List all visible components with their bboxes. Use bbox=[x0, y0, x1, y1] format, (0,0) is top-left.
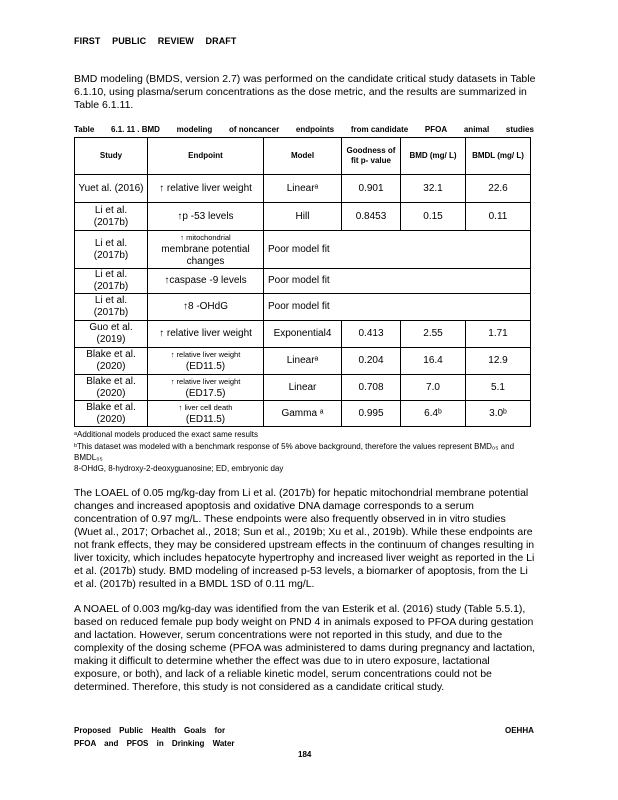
model-cell: Poor model fit bbox=[264, 294, 531, 321]
bmd-cell: 2.55 bbox=[401, 321, 466, 348]
caption-word: PFOA bbox=[424, 125, 448, 134]
study-cell: Guo et al. (2019) bbox=[75, 321, 148, 348]
page-number: 184 bbox=[298, 750, 312, 759]
table-row bbox=[75, 203, 531, 231]
bmdl-cell: 22.6 bbox=[466, 175, 531, 203]
caption-word: 6.1. 11 . BMD bbox=[111, 125, 160, 134]
model-cell: Linearᵃ bbox=[264, 348, 342, 375]
gof-cell: 0.204 bbox=[342, 348, 401, 375]
caption-word: from candidate bbox=[350, 125, 409, 134]
study-cell: Blake et al. (2020) bbox=[75, 401, 148, 427]
col-header-gof: Goodness of fit p- value bbox=[342, 138, 401, 175]
footer-title-line-2: PFOA and PFOS in Drinking Water bbox=[74, 739, 235, 748]
col-header-study: Study bbox=[75, 138, 148, 175]
bmdl-cell: 3.0ᵇ bbox=[466, 401, 531, 427]
bmd-cell: 0.15 bbox=[401, 203, 466, 231]
study-cell: Blake et al. (2020) bbox=[75, 375, 148, 401]
model-cell: Gamma ᵃ bbox=[264, 401, 342, 427]
endpoint-cell: ↑ relative liver weight bbox=[148, 321, 264, 348]
table-row bbox=[75, 348, 531, 375]
noael-paragraph: A NOAEL of 0.003 mg/kg-day was identified from the van Esterik et al. (2016) study (Table 5.5.1), based on reduced female pup body weight on PND 4 in animals exposed to PFOA during gestation and lactation. However, serum concentrations were not reported in this study, and due to the complexity of the dosing scheme (PFOA was administered to dams during pregnancy and lactation, making it difficult to determine whether the effect was due to in utero exposure, lactational exposure, or both), and lack of a reliable kinetic model, serum concentrations could not be determined. Therefore, this study is not considered as a candidate critical study. bbox=[74, 603, 536, 693]
bmd-results-table bbox=[74, 137, 531, 427]
table-caption bbox=[74, 125, 534, 134]
bmd-cell: 6.4ᵇ bbox=[401, 401, 466, 427]
endpoint-text: ↑ relative liver weight bbox=[170, 376, 241, 386]
endpoint-prefix: ↑ mitochondrial bbox=[180, 232, 231, 242]
endpoint-cell: ↑ relative liver weight bbox=[148, 175, 264, 203]
bmdl-cell: 0.11 bbox=[466, 203, 531, 231]
study-cell: Li et al. (2017b) bbox=[75, 294, 148, 321]
model-cell: Poor model fit bbox=[264, 269, 531, 294]
bmdl-cell: 1.71 bbox=[466, 321, 531, 348]
table-row bbox=[75, 375, 531, 401]
gof-cell: 0.901 bbox=[342, 175, 401, 203]
footnote-abbreviations: 8-OHdG, 8-hydroxy-2-deoxyguanosine; ED, embryonic day bbox=[74, 464, 284, 473]
col-header-endpoint: Endpoint bbox=[148, 138, 264, 175]
col-header-bmd: BMD (mg/ L) bbox=[401, 138, 466, 175]
endpoint-day: (ED17.5) bbox=[185, 387, 226, 399]
model-cell: Exponential4 bbox=[264, 321, 342, 348]
gof-cell: 0.995 bbox=[342, 401, 401, 427]
bmd-cell: 7.0 bbox=[401, 375, 466, 401]
page-header: FIRST PUBLIC REVIEW DRAFT bbox=[74, 36, 237, 46]
endpoint-text: membrane potential changes bbox=[161, 243, 250, 267]
model-cell: Linearᵃ bbox=[264, 175, 342, 203]
caption-word: endpoints bbox=[295, 125, 335, 134]
loael-paragraph: The LOAEL of 0.05 mg/kg-day from Li et al. (2017b) for hepatic mitochondrial membrane potential changes and increased apoptosis and oxidative DNA damage corresponds to a serum concentration of 0.97 mg/L. These endpoints were also frequently observed in in vitro studies (Wuet al., 2017; Orbachet al., 2018; Sun et al., 2019b; Xu et al., 2019b). While these endpoints are not frank effects, they may be considered upstream effects in the continuum of changes resulting in liver toxicity, which includes hepatocyte hypertrophy and increased liver weight as reported in the Li et al. (2017b) study. BMD modeling of increased p-53 levels, a biomarker of apoptosis, from the Li et al. (2017b) resulted in a BMDL 1SD of 0.11 mg/L. bbox=[74, 487, 535, 590]
footnote-b: ᵇThis dataset was modeled with a benchmark response of 5% above background, therefore the values represent BMD₀₅ and BMDL₀₅ bbox=[74, 442, 515, 462]
bmd-cell: 16.4 bbox=[401, 348, 466, 375]
study-cell: Li et al. (2017b) bbox=[75, 231, 148, 269]
bmdl-cell: 12.9 bbox=[466, 348, 531, 375]
gof-cell: 0.413 bbox=[342, 321, 401, 348]
endpoint-day: (ED11.5) bbox=[185, 361, 226, 372]
table-row bbox=[75, 401, 531, 427]
caption-word: of noncancer bbox=[228, 125, 280, 134]
caption-word: Table bbox=[74, 125, 95, 134]
col-header-model: Model bbox=[264, 138, 342, 175]
study-cell: Blake et al. (2020) bbox=[75, 348, 148, 375]
endpoint-cell bbox=[148, 375, 264, 401]
caption-word: modeling bbox=[176, 125, 213, 134]
caption-word: studies bbox=[505, 125, 534, 134]
bmd-cell: 32.1 bbox=[401, 175, 466, 203]
endpoint-text: ↑ liver cell death bbox=[178, 402, 233, 412]
table-row bbox=[75, 269, 531, 294]
gof-cell: 0.708 bbox=[342, 375, 401, 401]
footer-title-line-1: Proposed Public Health Goals for bbox=[74, 726, 226, 735]
endpoint-cell: ↑p -53 levels bbox=[148, 203, 264, 231]
gof-cell: 0.8453 bbox=[342, 203, 401, 231]
endpoint-cell: ↑caspase -9 levels bbox=[148, 269, 264, 294]
table-row bbox=[75, 231, 531, 269]
model-cell: Hill bbox=[264, 203, 342, 231]
endpoint-cell bbox=[148, 348, 264, 375]
bmdl-cell: 5.1 bbox=[466, 375, 531, 401]
study-cell: Li et al. (2017b) bbox=[75, 203, 148, 231]
intro-paragraph: BMD modeling (BMDS, version 2.7) was performed on the candidate critical study datasets in Table 6.1.10, using plasma/serum concentrations as the dose metric, and the results are summarized in Table 6.1.11. bbox=[74, 73, 536, 111]
endpoint-day: (ED11.5) bbox=[185, 413, 226, 425]
caption-word: animal bbox=[463, 125, 490, 134]
study-cell: Li et al. (2017b) bbox=[75, 269, 148, 294]
endpoint-cell bbox=[148, 401, 264, 427]
endpoint-cell: ↑8 -OHdG bbox=[148, 294, 264, 321]
footnote-a: ᵃAdditional models produced the exact same results bbox=[74, 430, 258, 439]
model-cell: Linear bbox=[264, 375, 342, 401]
table-row bbox=[75, 175, 531, 203]
endpoint-cell bbox=[148, 231, 264, 269]
footer-left bbox=[74, 724, 235, 750]
table-row bbox=[75, 321, 531, 348]
model-cell: Poor model fit bbox=[264, 231, 531, 269]
col-header-bmdl: BMDL (mg/ L) bbox=[466, 138, 531, 175]
footer-agency: OEHHA bbox=[505, 726, 534, 735]
table-row bbox=[75, 294, 531, 321]
study-cell: Yuet al. (2016) bbox=[75, 175, 148, 203]
table-header-row bbox=[75, 138, 531, 175]
endpoint-text: ↑ relative liver weight bbox=[170, 350, 241, 359]
